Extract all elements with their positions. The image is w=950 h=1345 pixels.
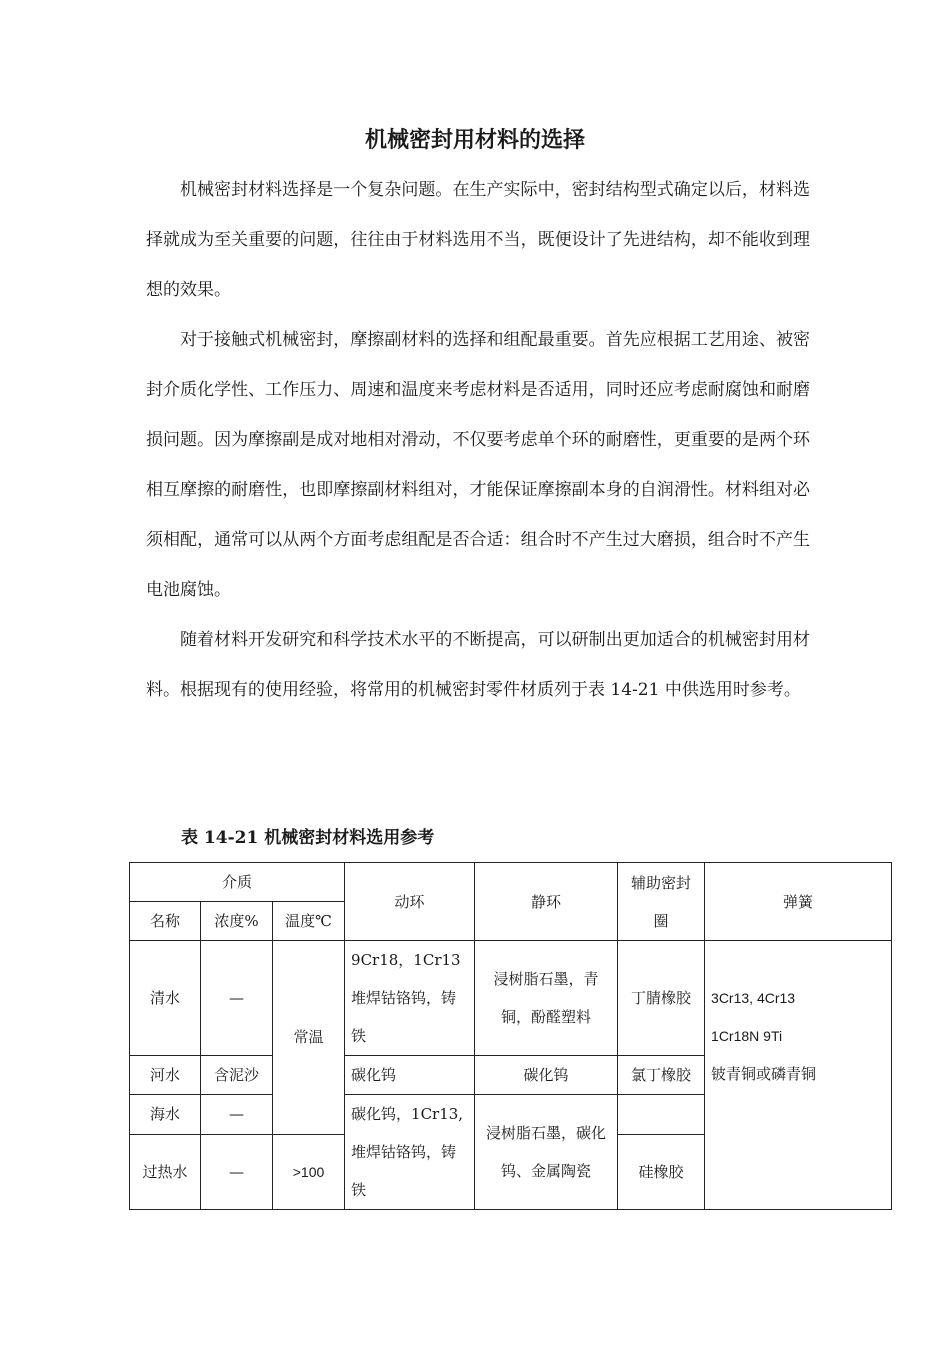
table-header-row xyxy=(130,863,892,902)
header-spring: 弹簧 xyxy=(705,863,892,941)
paragraph-3: 随着材料开发研究和科学技术水平的不断提高，可以研制出更加适合的机械密封用材料。根据现有的使用经验，将常用的机械密封零件材质列于表 14-21 中供选用时参考。 xyxy=(146,630,810,700)
cell-aux-seal: 丁腈橡胶 xyxy=(618,941,705,1056)
table-row xyxy=(130,941,892,1056)
cell-stationary-ring: 浸树脂石墨，碳化钨、金属陶瓷 xyxy=(475,1095,618,1210)
header-concentration: 浓度% xyxy=(201,902,273,941)
header-aux-seal: 辅助密封圈 xyxy=(618,863,705,941)
cell-aux-seal: 氯丁橡胶 xyxy=(618,1056,705,1095)
spring-line-2: 1Cr18N 9Ti xyxy=(711,1028,783,1044)
cell-aux-seal xyxy=(618,1095,705,1135)
cell-rotating-ring: 9Cr18，1Cr13 堆焊钴铬钨，铸铁 xyxy=(345,941,475,1056)
cell-spring xyxy=(705,941,892,1210)
cell-rotating-ring: 碳化钨，1Cr13, 堆焊钴铬钨，铸铁 xyxy=(345,1095,475,1210)
table-caption: 表 14-21 机械密封材料选用参考 xyxy=(181,828,435,848)
cell-temperature: 常温 xyxy=(273,941,345,1135)
cell-aux-seal: 硅橡胶 xyxy=(618,1134,705,1209)
cell-concentration: — xyxy=(201,941,273,1056)
header-medium: 介质 xyxy=(130,863,345,902)
cell-rotating-ring: 碳化钨 xyxy=(345,1056,475,1095)
spring-line-1: 3Cr13, 4Cr13 xyxy=(711,990,796,1006)
cell-name: 海水 xyxy=(130,1095,201,1135)
cell-name: 清水 xyxy=(130,941,201,1056)
header-rotating-ring: 动环 xyxy=(345,863,475,941)
header-stationary-ring: 静环 xyxy=(475,863,618,941)
paragraph-1: 机械密封材料选择是一个复杂问题。在生产实际中，密封结构型式确定以后，材料选择就成为至关重要的问题，往往由于材料选用不当，既便设计了先进结构，却不能收到理想的效果。 xyxy=(146,180,810,300)
cell-name: 过热水 xyxy=(130,1134,201,1209)
cell-stationary-ring: 碳化钨 xyxy=(475,1056,618,1095)
cell-concentration: — xyxy=(201,1134,273,1209)
body-text xyxy=(146,165,810,715)
cell-concentration: 含泥沙 xyxy=(201,1056,273,1095)
header-temperature: 温度℃ xyxy=(273,902,345,941)
paragraph-2: 对于接触式机械密封，摩擦副材料的选择和组配最重要。首先应根据工艺用途、被密封介质化学性、工作压力、周速和温度来考虑材料是否适用，同时还应考虑耐腐蚀和耐磨损问题。因为摩擦副是成对地相对滑动，不仅要考虑单个环的耐磨性，更重要的是两个环相互摩擦的耐磨性，也即摩擦副材料组对，才能保证摩擦副本身的自润滑性。材料组对必须相配，通常可以从两个方面考虑组配是否合适：组合时不产生过大磨损，组合时不产生电池腐蚀。 xyxy=(146,330,810,600)
materials-table xyxy=(129,862,892,1210)
spring-line-3: 铍青铜或磷青铜 xyxy=(711,1065,817,1083)
header-name: 名称 xyxy=(130,902,201,941)
page-title: 机械密封用材料的选择 xyxy=(364,127,585,153)
cell-temperature: >100 xyxy=(273,1134,345,1209)
cell-stationary-ring: 浸树脂石墨，青铜，酚醛塑料 xyxy=(475,941,618,1056)
cell-concentration: — xyxy=(201,1095,273,1135)
cell-name: 河水 xyxy=(130,1056,201,1095)
